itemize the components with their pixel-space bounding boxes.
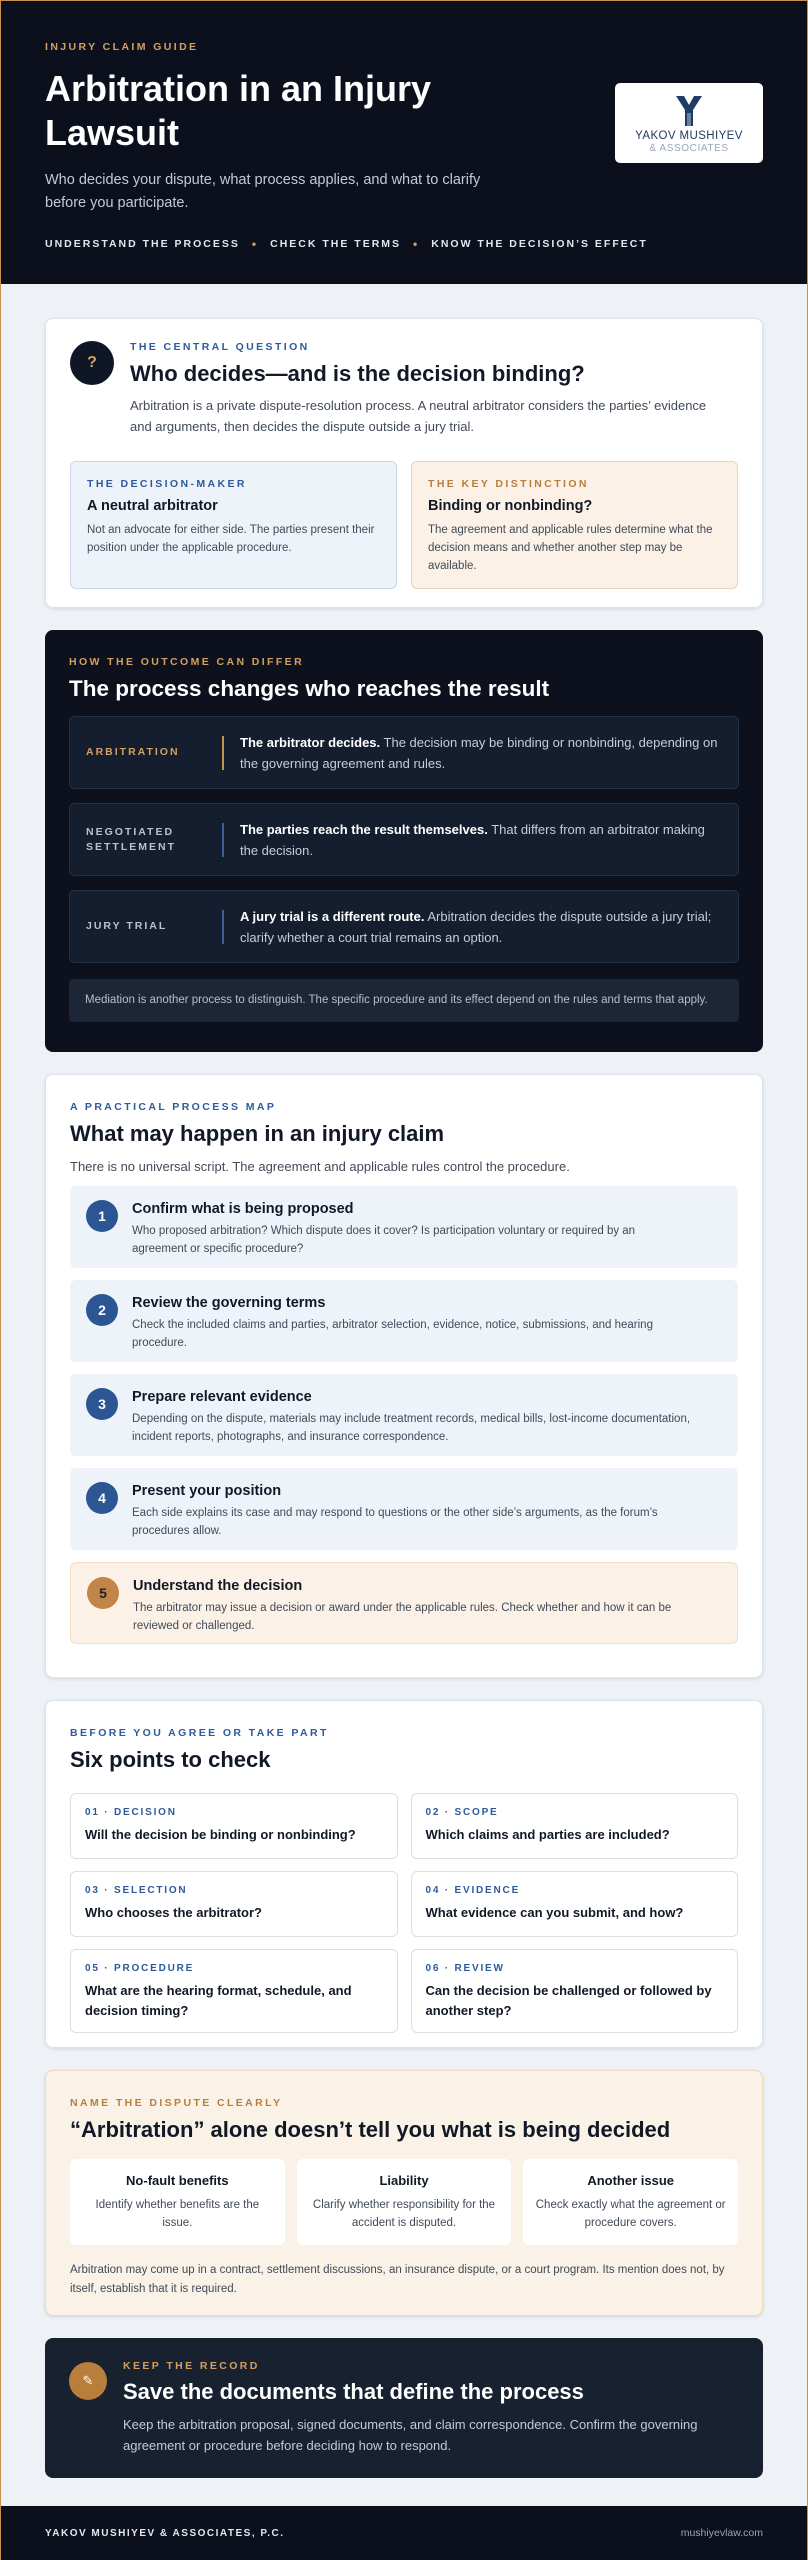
box-eyebrow: THE KEY DISTINCTION xyxy=(428,478,589,490)
box-eyebrow: THE DECISION-MAKER xyxy=(87,478,247,490)
process-row-bold: The parties reach the result themselves. xyxy=(240,821,488,837)
hero-step-2: CHECK THE TERMS xyxy=(270,238,402,250)
process-row-detail: The decision may be binding or nonbinding, depending on the governing agreement and rules. xyxy=(240,734,718,771)
dispute-type-title: Another issue xyxy=(587,2173,675,2188)
process-eyebrow: HOW THE OUTCOME CAN DIFFER xyxy=(69,656,305,668)
process-title: The process changes who reaches the result xyxy=(69,676,550,701)
process-step-final xyxy=(70,1562,738,1644)
central-question-card xyxy=(45,318,763,608)
keep-record-card xyxy=(45,2338,763,2478)
step-title: Review the governing terms xyxy=(132,1295,326,1311)
process-step xyxy=(70,1186,738,1268)
check-question: Will the decision be binding or nonbinding? xyxy=(85,1827,356,1842)
page-title: Arbitration in an Injury Lawsuit xyxy=(45,68,432,153)
name-dispute-card xyxy=(45,2070,763,2316)
check-question: Can the decision be challenged or followed by another step? xyxy=(425,1983,712,2018)
check-question: What evidence can you submit, and how? xyxy=(425,1905,684,1920)
logo-line-2: & ASSOCIATES xyxy=(649,143,729,154)
dispute-type-item xyxy=(523,2159,738,2245)
footer-firm-name: YAKOV MUSHIYEV & ASSOCIATES, P.C. xyxy=(45,2527,285,2539)
process-row-text xyxy=(224,732,738,774)
process-map-card xyxy=(45,1074,763,1678)
check-item xyxy=(411,1871,739,1937)
map-eyebrow: A PRACTICAL PROCESS MAP xyxy=(70,1101,277,1113)
process-row-text xyxy=(224,819,738,861)
process-row-label: ARBITRATION xyxy=(86,746,180,758)
check-question: Who chooses the arbitrator? xyxy=(85,1905,262,1920)
process-step xyxy=(70,1280,738,1362)
process-row-arbitration xyxy=(69,716,739,789)
process-step xyxy=(70,1374,738,1456)
box-text: The agreement and applicable rules determine what the decision means and whether another step may be available. xyxy=(428,524,713,572)
check-key: 01 · DECISION xyxy=(85,1807,177,1818)
hero-step-1: UNDERSTAND THE PROCESS xyxy=(45,238,240,250)
record-text: Keep the arbitration proposal, signed documents, and claim correspondence. Confirm the governing agreement or procedure before deciding how to respond. xyxy=(123,2417,698,2453)
map-title: What may happen in an injury claim xyxy=(70,1121,445,1146)
process-row-text xyxy=(224,906,738,948)
dispute-type-title: No-fault benefits xyxy=(126,2173,229,2188)
dispute-types xyxy=(70,2159,738,2245)
dispute-type-item xyxy=(70,2159,285,2245)
check-key: 05 · PROCEDURE xyxy=(85,1963,195,1974)
dispute-type-text: Identify whether benefits are the issue. xyxy=(95,2199,260,2229)
process-row-detail: Arbitration decides the dispute outside a jury trial; clarify whether a court trial remains an option. xyxy=(240,908,712,945)
check-item xyxy=(70,1793,398,1859)
map-lead: There is no universal script. The agreement and applicable rules control the procedure. xyxy=(70,1159,570,1174)
process-row-label: NEGOTIATED SETTLEMENT xyxy=(86,825,176,853)
hero-steps xyxy=(45,237,763,251)
decision-maker-box xyxy=(70,461,397,589)
checks-title: Six points to check xyxy=(70,1747,271,1772)
step-title: Prepare relevant evidence xyxy=(132,1389,312,1405)
step-text: The arbitrator may issue a decision or award under the applicable rules. Check whether and how it can be reviewed or challenged. xyxy=(133,1602,672,1632)
dispute-type-text: Check exactly what the agreement or procedure covers. xyxy=(535,2199,726,2229)
check-key: 03 · SELECTION xyxy=(85,1885,188,1896)
process-row-bold: A jury trial is a different route. xyxy=(240,908,425,924)
checklist-grid xyxy=(70,1793,738,2033)
step-number: 4 xyxy=(86,1482,118,1514)
step-title: Understand the decision xyxy=(133,1578,303,1594)
question-mark-icon: ? xyxy=(70,341,114,385)
hero-eyebrow: INJURY CLAIM GUIDE xyxy=(45,41,199,53)
checks-eyebrow: BEFORE YOU AGREE OR TAKE PART xyxy=(70,1727,329,1739)
box-text: Not an advocate for either side. The parties present their position under the applicable procedure. xyxy=(87,524,375,554)
step-text: Who proposed arbitration? Which dispute does it cover? Is participation voluntary or required by an agreement or specific procedure? xyxy=(132,1225,636,1255)
hero-header xyxy=(1,1,807,284)
box-title: A neutral arbitrator xyxy=(87,498,218,514)
step-number: 1 xyxy=(86,1200,118,1232)
dispute-type-text: Clarify whether responsibility for the accident is disputed. xyxy=(312,2199,496,2229)
footer-website-link[interactable]: mushiyevlaw.com xyxy=(680,2527,763,2539)
record-eyebrow: KEEP THE RECORD xyxy=(123,2360,260,2372)
hero-step-3: KNOW THE DECISION’S EFFECT xyxy=(431,238,648,250)
process-row-settlement xyxy=(69,803,739,876)
step-title: Confirm what is being proposed xyxy=(132,1201,354,1217)
central-title: Who decides—and is the decision binding? xyxy=(130,361,585,386)
check-key: 06 · REVIEW xyxy=(425,1963,505,1974)
central-eyebrow: THE CENTRAL QUESTION xyxy=(130,341,310,353)
check-item xyxy=(411,1793,739,1859)
separator-dot-icon: • xyxy=(413,237,420,251)
check-item xyxy=(70,1949,398,2033)
checklist-card xyxy=(45,1700,763,2048)
key-distinction-box xyxy=(411,461,738,589)
check-item xyxy=(70,1871,398,1937)
check-key: 02 · SCOPE xyxy=(425,1807,499,1818)
y-monogram-logo-icon xyxy=(674,95,704,127)
main-content xyxy=(1,284,807,2478)
check-item xyxy=(411,1949,739,2033)
check-question: What are the hearing format, schedule, and decision timing? xyxy=(85,1983,352,2018)
name-footnote: Arbitration may come up in a contract, settlement discussions, an insurance dispute, or a court program. Its mention does not, by itself, establish that it is required. xyxy=(70,2264,725,2295)
process-note: Mediation is another process to distinguish. The specific procedure and its effect depend on the rules and terms that apply. xyxy=(69,979,739,1022)
process-row-jury-trial xyxy=(69,890,739,963)
record-title: Save the documents that define the process xyxy=(123,2379,584,2404)
check-key: 04 · EVIDENCE xyxy=(425,1885,521,1896)
page-footer xyxy=(1,2506,807,2560)
step-number: 5 xyxy=(87,1577,119,1609)
name-eyebrow: NAME THE DISPUTE CLEARLY xyxy=(70,2097,283,2109)
hero-subtitle: Who decides your dispute, what process applies, and what to clarify before you participate. xyxy=(45,172,481,211)
central-lead: Arbitration is a private dispute-resolution process. A neutral arbitrator considers the parties’ evidence and arguments, then decides the dispute outside a jury trial. xyxy=(130,398,707,434)
process-row-detail: That differs from an arbitrator making the decision. xyxy=(240,821,705,858)
step-text: Each side explains its case and may respond to questions or the other side’s arguments, as the forum’s procedures allow. xyxy=(132,1507,658,1537)
name-title: “Arbitration” alone doesn’t tell you what is being decided xyxy=(70,2117,671,2142)
process-comparison-card xyxy=(45,630,763,1052)
step-text: Check the included claims and parties, arbitrator selection, evidence, notice, submissions, and hearing procedure. xyxy=(132,1319,653,1349)
process-row-label: JURY TRIAL xyxy=(86,920,168,932)
dispute-type-item xyxy=(297,2159,512,2245)
process-row-bold: The arbitrator decides. xyxy=(240,734,381,750)
check-question: Which claims and parties are included? xyxy=(425,1827,670,1842)
dispute-type-title: Liability xyxy=(379,2173,429,2188)
step-title: Present your position xyxy=(132,1483,282,1499)
pen-icon: ✎ xyxy=(69,2362,107,2400)
step-text: Depending on the dispute, materials may include treatment records, medical bills, lost-income documentation, incident reports, photographs, and insurance correspondence. xyxy=(132,1413,691,1443)
process-step xyxy=(70,1468,738,1550)
box-title: Binding or nonbinding? xyxy=(428,498,593,514)
separator-dot-icon: • xyxy=(251,237,259,251)
firm-logo[interactable] xyxy=(615,83,763,163)
step-number: 2 xyxy=(86,1294,118,1326)
logo-line-1: YAKOV MUSHIYEV xyxy=(635,130,743,142)
step-number: 3 xyxy=(86,1388,118,1420)
